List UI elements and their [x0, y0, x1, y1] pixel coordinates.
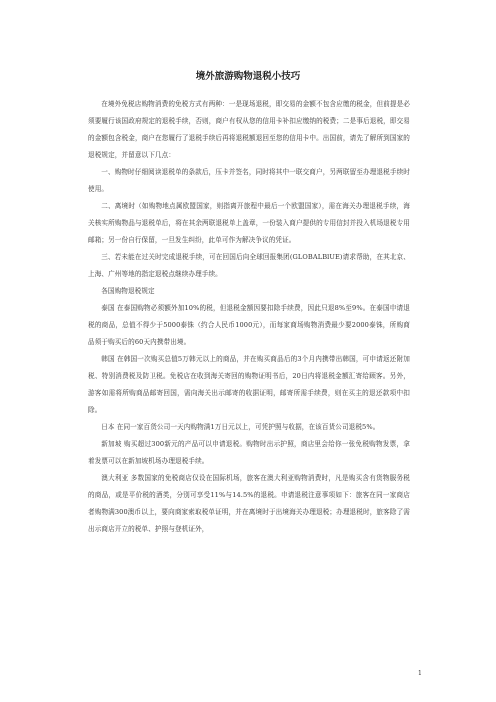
paragraph-step-3: 三、若未能在过关时完成退税手续，可在回国后向全球回报集团(GLOBALBlUE)请求帮助，在其北京、上海、广州等地的指定退税点继续办理手续。: [88, 253, 410, 278]
document-title: 境外旅游购物退税小技巧: [195, 71, 301, 82]
paragraph-step-2: 二、离境时（如购物地点属欧盟国家，则指离开旅程中最后一个欧盟国家），需在海关办理退税手续，海关核实所购物品与退税单后，将在其余两联退税单上盖章，一份装入商户提供的专用信封并投入机场退税专用邮箱；另一份自行保留，一旦发生纠纷，此单可作为解决争议的凭证。: [88, 202, 410, 244]
paragraph-australia: 澳大利亚 多数国家的免税商店仅设在国际机场，旅客在澳大利亚购物消费时，凡是购买含有货物服务税的商品，或是平价税的酒类，分别可享受11%与14.5%的退税。申请退税注意事项如下：旅客在同一家商店者购物满300澳币以上，要向商家索取税单证明，并在离境时于出境海关办理退税；办理退税时，旅客除了需出示商店开立的税单、护照与登机证外，: [88, 474, 410, 533]
section-heading: 各国购物退税规定: [101, 287, 155, 295]
page-number: 1: [418, 670, 422, 677]
paragraph-japan: 日本 在同一家百货公司一天内购物满1万日元以上，可凭护照与收据，在该百货公司退税5%。: [101, 423, 380, 431]
paragraph-thailand: 泰国 在泰国购物必须额外加10%的税，但退税金额因要扣除手续费，因此只退8%至9%。在泰国申请退税的商品，总值不得少于5000泰铢（约合人民币1000元），而每家商场购物消费最少要2000泰铢，所购商品须于购买后的60天内携带出境。: [88, 304, 410, 346]
paragraph-korea: 韩国 在韩国一次购买总值5万韩元以上的商品，并在购买商品后的3个月内携带出韩国，可申请返还附加税、特别消费税及防卫税。免税店在收到海关寄回的购物证明书后，20日内将退税金额汇寄给顾客。另外，游客如需将所购商品邮寄回国，需向海关出示邮寄的收据证明，邮寄所需手续费，则在买主的退还款项中扣除。: [88, 355, 410, 414]
paragraph-singapore: 新加坡 购买超过300新元的产品可以申请退税。购物时出示护照，商店里会给你一张免税购物发票，拿着发票可以在新加坡机场办理退税手续。: [88, 440, 410, 465]
paragraph-intro: 在境外免税店购物消费的免税方式有两种：一是现场退税，即交易的金额不包含应缴的税金，但前提是必须要履行该国政府规定的退税手续，否则，商户有权从您的信用卡补扣应缴纳的税费；二是事后退税，即交易的金额包含税金，商户在您履行了退税手续后再将退税额退回至您的信用卡中。出国前，请先了解所到国家的退税规定，并留意以下几点：: [88, 100, 410, 159]
paragraph-step-1: 一、购物时仔细阅读退税单的条款后，压卡并签名，同时将其中一联交商户，另两联留至办理退税手续时使用。: [88, 168, 410, 193]
document-body: [88, 96, 410, 538]
